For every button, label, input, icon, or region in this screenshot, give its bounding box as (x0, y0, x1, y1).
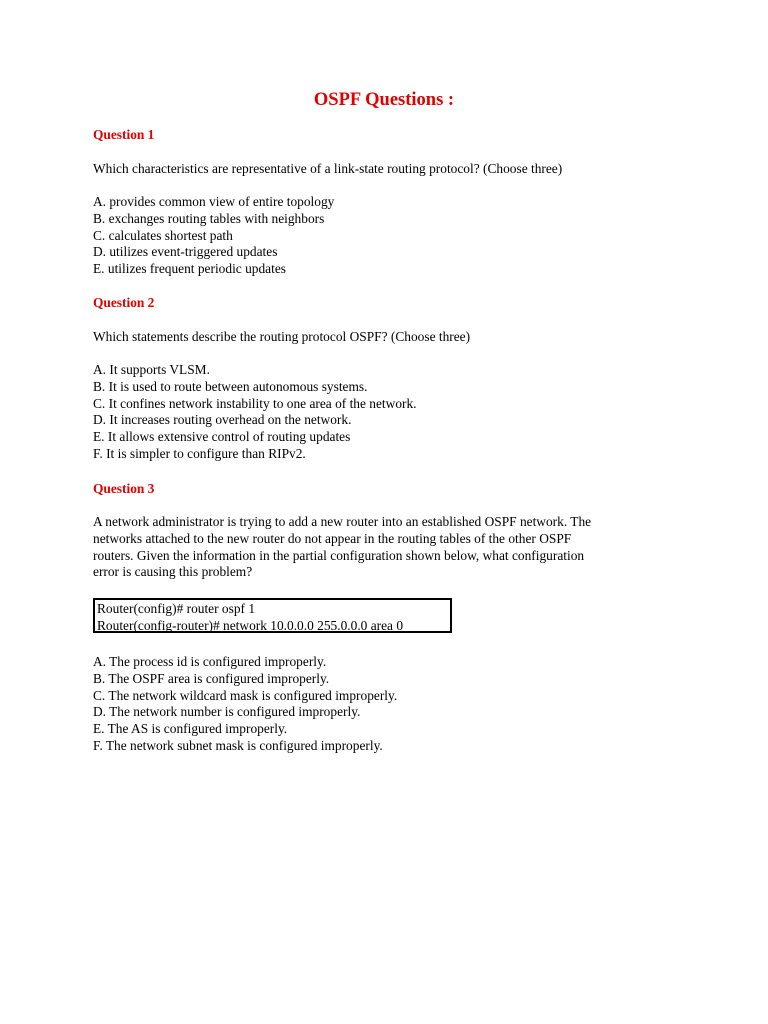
option-d: D. utilizes event-triggered updates (93, 244, 278, 260)
option-e: E. The AS is configured improperly. (93, 721, 288, 737)
question-1-options (93, 194, 683, 278)
option-a: A. provides common view of entire topology (93, 194, 335, 209)
code-line: Router(config)# router ospf 1 (97, 601, 256, 616)
option-c: C. The network wildcard mask is configured improperly. (93, 687, 398, 703)
prompt-line: networks attached to the new router do not appear in the routing tables of the other OSPF (93, 530, 572, 546)
question-2-heading: Question 2 (93, 295, 155, 310)
question-3-prompt (93, 514, 683, 581)
page-title: OSPF Questions : (313, 90, 455, 110)
prompt-line: A network administrator is trying to add a new router into an established OSPF network. The (93, 514, 592, 529)
option-b: B. The OSPF area is configured improperly. (93, 670, 330, 686)
question-2-prompt (93, 329, 683, 346)
config-code-box (93, 598, 452, 633)
option-e: E. utilizes frequent periodic updates (93, 261, 286, 277)
question-1-prompt (93, 161, 683, 178)
question-3-heading: Question 3 (93, 481, 155, 496)
option-c: C. It confines network instability to one area of the network. (93, 395, 417, 411)
option-d: D. It increases routing overhead on the network. (93, 412, 352, 428)
prompt-line: routers. Given the information in the partial configuration shown below, what configuration (93, 547, 585, 563)
prompt-line: error is causing this problem? (93, 564, 253, 580)
code-line: Router(config-router)# network 10.0.0.0 255.0.0.0 area 0 (97, 617, 404, 633)
option-f: F. It is simpler to configure than RIPv2. (93, 445, 306, 461)
option-e: E. It allows extensive control of routing updates (93, 429, 351, 445)
option-f: F. The network subnet mask is configured improperly. (93, 737, 383, 753)
question-2-options (93, 362, 683, 463)
option-c: C. calculates shortest path (93, 227, 233, 243)
prompt-line: Which characteristics are representative of a link-state routing protocol? (Choose three) (93, 161, 563, 176)
prompt-line: Which statements describe the routing protocol OSPF? (Choose three) (93, 329, 471, 344)
question-1-heading: Question 1 (93, 127, 155, 142)
option-b: B. exchanges routing tables with neighbors (93, 210, 325, 226)
question-3-options (93, 654, 683, 755)
option-a: A. The process id is configured improperly. (93, 654, 327, 669)
option-d: D. The network number is configured improperly. (93, 704, 361, 720)
option-a: A. It supports VLSM. (93, 362, 210, 377)
option-b: B. It is used to route between autonomous systems. (93, 378, 368, 394)
